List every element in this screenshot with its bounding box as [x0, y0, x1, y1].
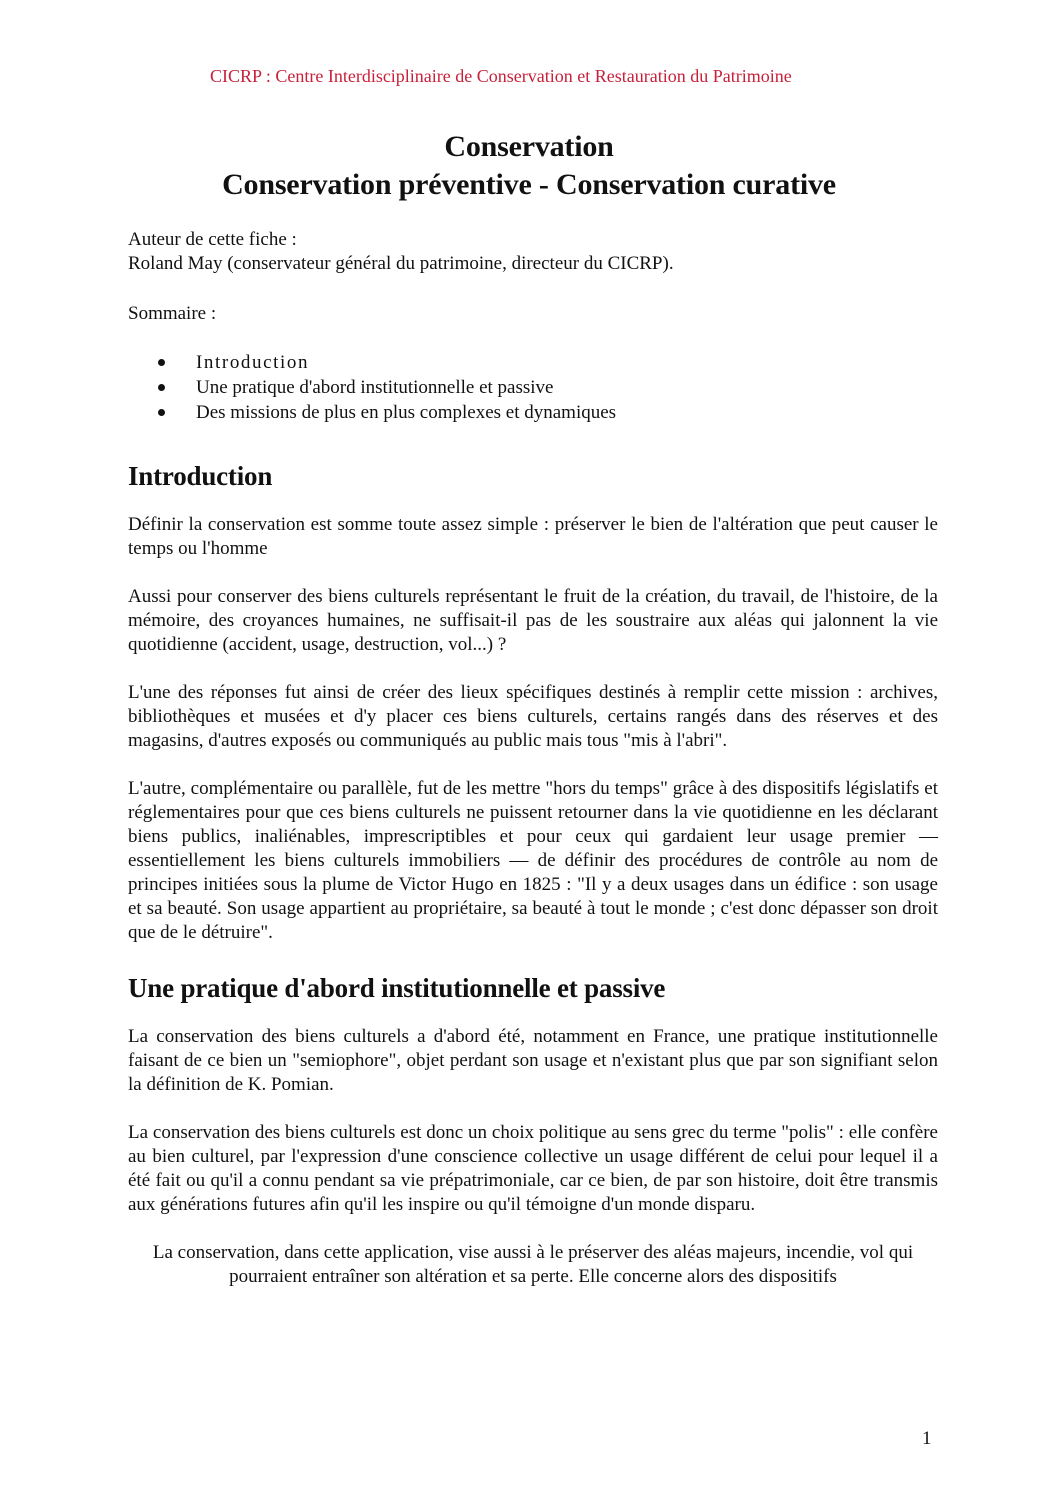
- summary-item-label: Une pratique d'abord institutionnelle et passive: [196, 377, 554, 398]
- summary-item: [128, 400, 938, 425]
- author-label: Auteur de cette fiche :: [128, 229, 297, 250]
- summary-item: [128, 375, 938, 400]
- bullet-icon: [158, 359, 165, 366]
- paragraph: Aussi pour conserver des biens culturels représentant le fruit de la création, du travail, de l'histoire, de la mémoire, des croyances humaines, ne suffisait-il pas de les soustraire aux aléas qui jalonnent la vie quotidienne (accident, usage, destruction, vol...) ?: [128, 586, 938, 655]
- summary-item: [128, 350, 938, 375]
- document-title: [0, 128, 1058, 204]
- paragraph: La conservation, dans cette application, vise aussi à le préserver des aléas majeurs, incendie, vol qui pourraient entraîner son altération et sa perte. Elle concerne alors des dispositifs: [152, 1242, 914, 1287]
- section-heading-pratique: Une pratique d'abord institutionnelle et passive: [128, 973, 666, 1003]
- bullet-icon: [158, 384, 165, 391]
- summary-label: Sommaire :: [128, 303, 217, 324]
- bullet-icon: [158, 409, 165, 416]
- section-heading-introduction: Introduction: [128, 461, 273, 491]
- paragraph: L'une des réponses fut ainsi de créer des lieux spécifiques destinés à remplir cette mission : archives, bibliothèques et musées et d'y placer ces biens culturels, certains rangés dans des réserves et des magasins, d'autres exposés ou communiqués au public mais tous "mis à l'abri".: [128, 682, 938, 751]
- summary-list: [128, 350, 938, 425]
- paragraph: La conservation des biens culturels est donc un choix politique au sens grec du terme "polis" : elle confère au bien culturel, par l'expression d'une conscience collective un usage différent de celui pour lequel il a été fait ou qu'il a connu pendant sa vie prépatrimoniale, car ce bien, de par son histoire, doit être transmis aux générations futures afin qu'il les inspire ou qu'il témoigne d'un monde disparu.: [128, 1122, 938, 1215]
- paragraph: Définir la conservation est somme toute assez simple : préserver le bien de l'altération que peut causer le temps ou l'homme: [128, 514, 938, 559]
- title-line-2: Conservation préventive - Conservation curative: [222, 168, 836, 201]
- author-name: Roland May (conservateur général du patrimoine, directeur du CICRP).: [128, 253, 674, 274]
- page-number: 1: [922, 1428, 932, 1449]
- paragraph: L'autre, complémentaire ou parallèle, fut de les mettre "hors du temps" grâce à des dispositifs législatifs et réglementaires pour que ces biens culturels ne puissent retourner dans la vie quotidienne en les déclarant biens publics, inaliénables, imprescriptibles et pour ceux qui gardaient leur usage premier — essentiellement les biens culturels immobiliers — de définir des procédures de contrôle au nom de principes initiées sous la plume de Victor Hugo en 1825 : "Il y a deux usages dans un édifice : son usage et sa beauté. Son usage appartient au propriétaire, sa beauté à tout le monde ; c'est donc dépasser son droit que de le détruire".: [128, 778, 938, 943]
- running-header: CICRP : Centre Interdisciplinaire de Conservation et Restauration du Patrimoine: [210, 66, 792, 86]
- paragraph: La conservation des biens culturels a d'abord été, notamment en France, une pratique institutionnelle faisant de ce bien un "semiophore", objet perdant son usage et n'existant plus que par son signifiant selon la définition de K. Pomian.: [128, 1026, 938, 1095]
- title-line-1: Conservation: [444, 130, 614, 163]
- document-body: [128, 228, 938, 1289]
- summary-item-label: Des missions de plus en plus complexes et dynamiques: [196, 402, 617, 423]
- summary-item-label: Introduction: [196, 352, 310, 373]
